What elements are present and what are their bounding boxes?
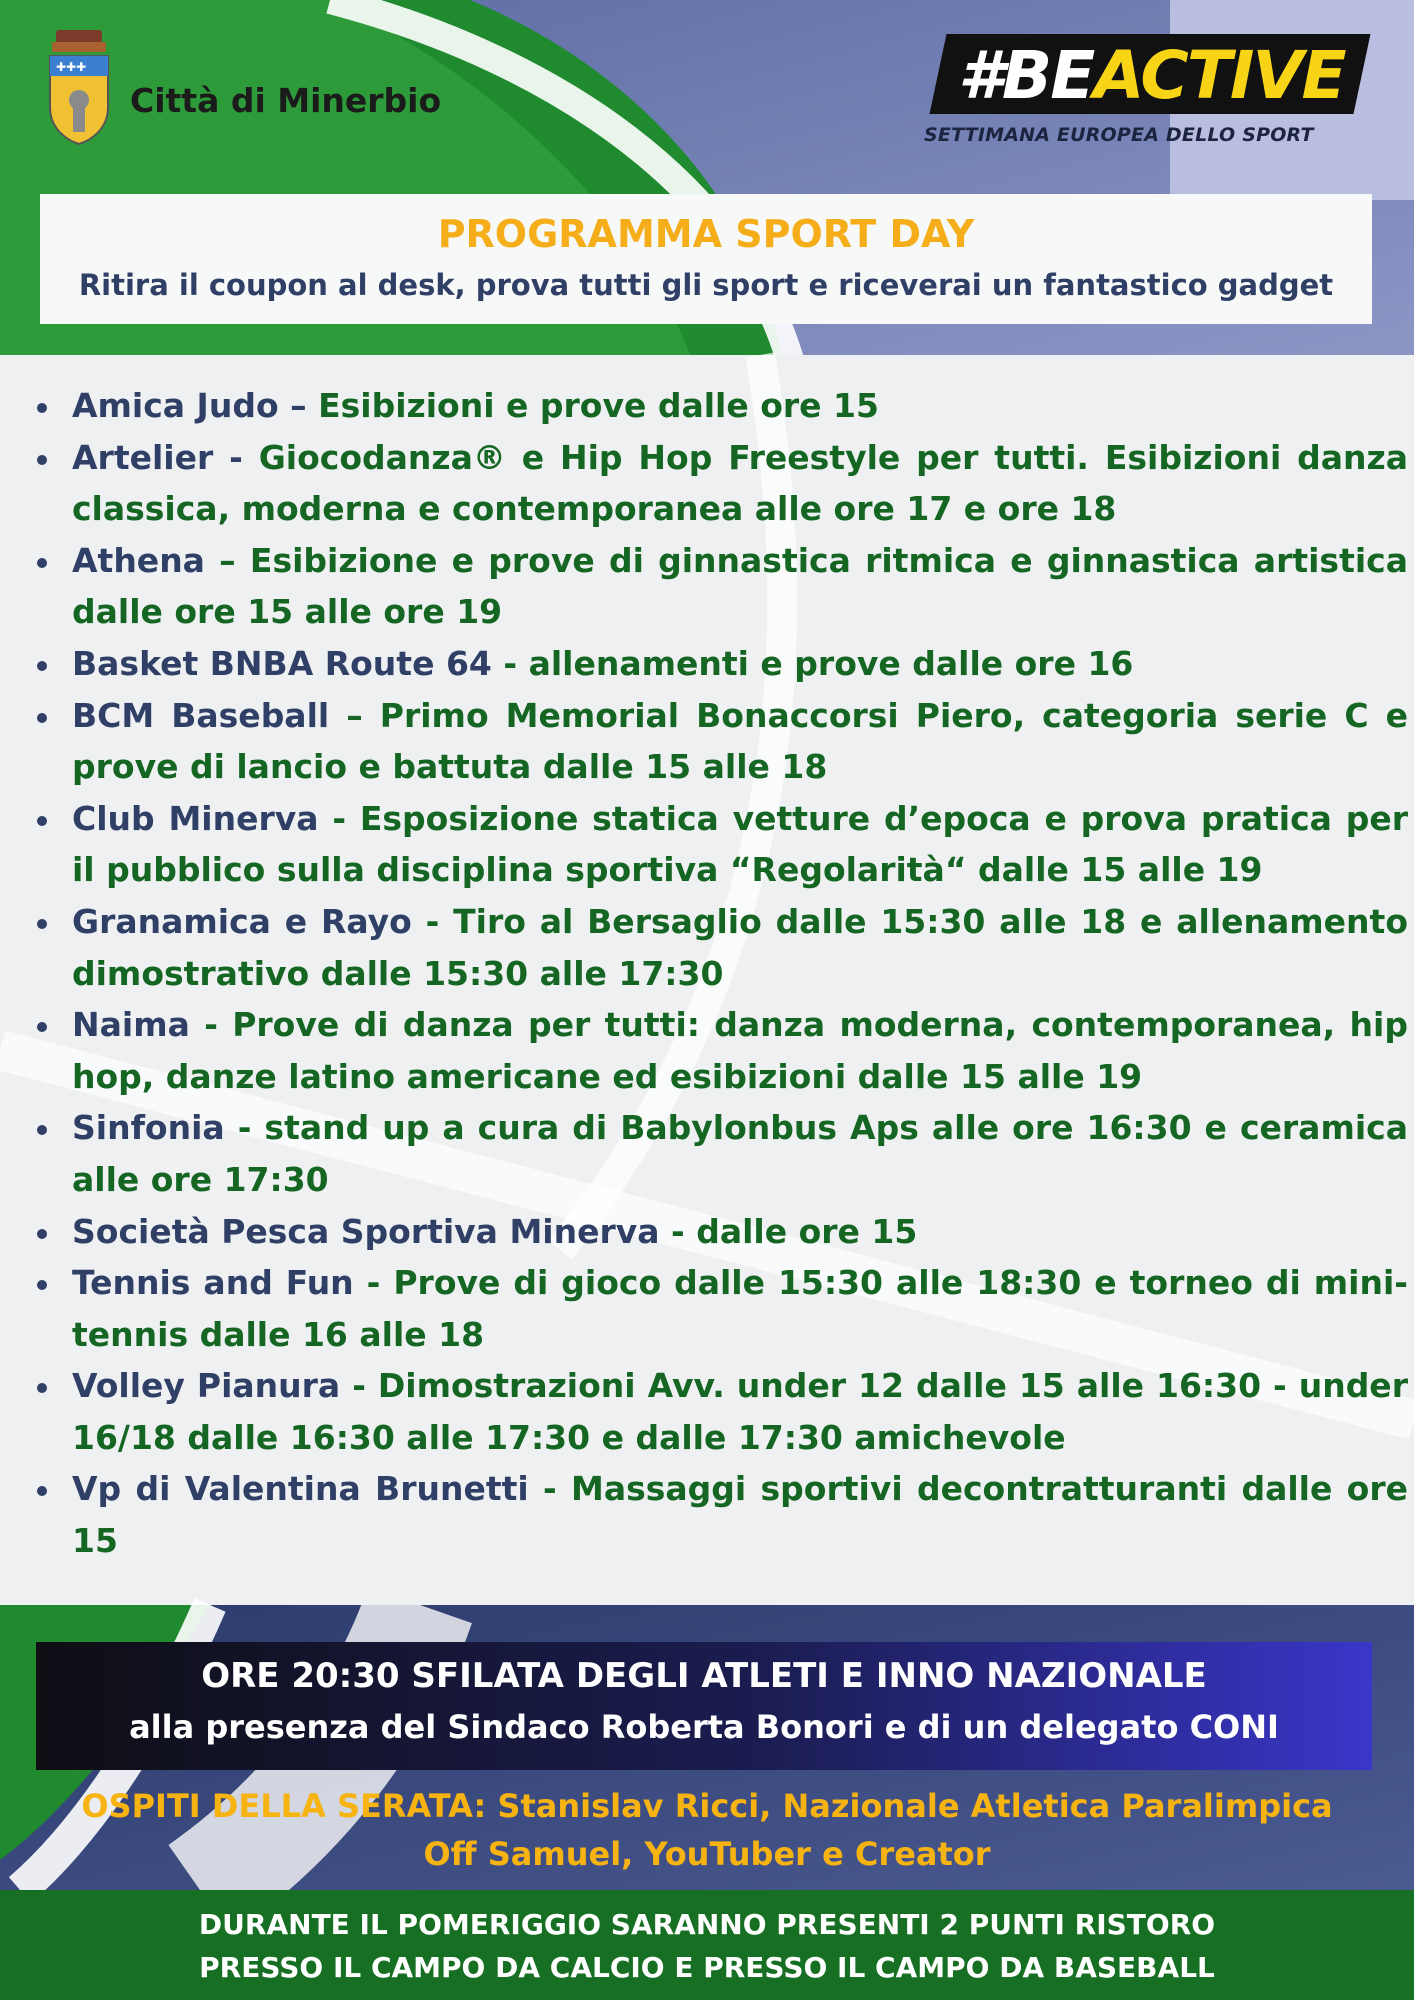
guests-line-1: OSPITI DELLA SERATA: Stanislav Ricci, Nazionale Atletica Paralimpica	[81, 1787, 1333, 1825]
program-sep: -	[224, 1108, 265, 1148]
ceremony-line-1: ORE 20:30 SFILATA DEGLI ATLETI E INNO NAZIONALE	[201, 1656, 1207, 1696]
program-sep: –	[329, 695, 380, 735]
program-desc: Giocodanza® e Hip Hop Freestyle per tutti. Esibizioni danza classica, moderna e contemporanea alle ore 17 e ore 18	[72, 437, 1408, 529]
program-org: Amica Judo	[72, 386, 279, 425]
program-org: Athena	[72, 540, 205, 580]
program-item	[32, 690, 1408, 793]
program-sep: -	[340, 1366, 378, 1406]
program-sep: -	[353, 1263, 394, 1303]
ceremony-line-2: alla presenza del Sindaco Roberta Bonori e di un delegato CONI	[129, 1708, 1279, 1746]
program-item	[32, 1257, 1408, 1360]
footer-line-2: PRESSO IL CAMPO DA CALCIO E PRESSO IL CAMPO DA BASEBALL	[199, 1951, 1215, 1984]
program-item	[32, 1360, 1408, 1463]
program-item	[32, 793, 1408, 896]
program-sep: -	[411, 901, 454, 941]
program-org: Basket BNBA Route 64	[72, 643, 492, 683]
guests-line-2: Off Samuel, YouTuber e Creator	[423, 1835, 991, 1873]
program-desc: dalle ore 15	[696, 1211, 918, 1251]
program-desc: stand up a cura di Babylonbus Aps alle ore 16:30 e ceramica alle ore 17:30	[72, 1108, 1408, 1199]
program-desc: Esibizione e prove di ginnastica ritmica e ginnastica artistica dalle ore 15 alle ore 19	[72, 540, 1408, 632]
program-item	[32, 999, 1408, 1102]
program-item	[32, 535, 1408, 638]
program-sep: -	[189, 1005, 233, 1045]
program-org: Tennis and Fun	[72, 1263, 354, 1303]
program-sep: -	[213, 437, 259, 477]
program-org: Sinfonia	[72, 1108, 225, 1148]
program-org: Granamica e Rayo	[72, 901, 412, 941]
footer-banner	[0, 1890, 1414, 2000]
guests-block	[0, 1782, 1414, 1878]
program-sep: -	[318, 798, 360, 838]
program-desc: Dimostrazioni Avv. under 12 dalle 15 alle 16:30 - under 16/18 dalle 16:30 alle 17:30 e dalle 17:30 amichevole	[72, 1366, 1408, 1457]
program-org: Vp di Valentina Brunetti	[72, 1469, 529, 1509]
city-logo-block	[42, 28, 441, 146]
svg-text:✚✚✚: ✚✚✚	[56, 60, 87, 74]
program-desc: Esposizione statica vetture d’epoca e prova pratica per il pubblico sulla disciplina sportiva “Regolarità“ dalle 15 alle 19	[72, 798, 1408, 890]
program-desc: Tiro al Bersaglio dalle 15:30 alle 18 e allenamento dimostrativo dalle 15:30 alle 17:30	[72, 901, 1408, 993]
program-desc: Primo Memorial Bonaccorsi Piero, categoria serie C e prove di lancio e battuta dalle 15 alle 18	[72, 695, 1408, 787]
program-org: Naima	[72, 1005, 190, 1045]
beactive-hash: #BE	[958, 37, 1094, 114]
beactive-wordmark	[958, 38, 1345, 114]
program-item	[32, 1102, 1408, 1205]
program-sep: –	[278, 386, 319, 425]
program-item	[32, 1463, 1408, 1566]
beactive-active: ACTIVE	[1093, 37, 1345, 114]
beactive-tag	[920, 32, 1370, 118]
program-desc: Esibizioni e prove dalle ore 15	[318, 386, 879, 425]
program-desc: Prove di danza per tutti: danza moderna, contemporanea, hip hop, danze latino americane ed esibizioni dalle 15 alle 19	[72, 1005, 1408, 1096]
program-org: BCM Baseball	[72, 695, 330, 735]
beactive-subtitle: SETTIMANA EUROPEA DELLO SPORT	[924, 124, 1314, 146]
program-item	[32, 896, 1408, 999]
program-org: Club Minerva	[72, 798, 319, 838]
program-org: Società Pesca Sportiva Minerva	[72, 1211, 660, 1251]
beactive-logo	[920, 32, 1370, 146]
program-list	[32, 380, 1408, 1567]
program-item	[32, 432, 1408, 535]
footer-line-1: DURANTE IL POMERIGGIO SARANNO PRESENTI 2 PUNTI RISTORO	[198, 1908, 1216, 1941]
ceremony-banner	[36, 1642, 1372, 1770]
program-item	[32, 1206, 1408, 1258]
program-org: Artelier	[72, 437, 214, 477]
title-card	[40, 194, 1372, 324]
program-item	[32, 638, 1408, 690]
program-desc: Prove di gioco dalle 15:30 alle 18:30 e torneo di mini-tennis dalle 16 alle 18	[72, 1263, 1408, 1354]
program-sep: -	[491, 643, 529, 683]
program-desc: Massaggi sportivi decontratturanti dalle ore 15	[72, 1469, 1408, 1561]
city-crest-icon	[42, 28, 116, 146]
program-desc: allenamenti e prove dalle ore 16	[528, 643, 1134, 683]
page-subtitle: Ritira il coupon al desk, prova tutti gli sport e riceverai un fantastico gadget	[78, 268, 1334, 302]
program-sep: -	[528, 1469, 572, 1509]
page-title: PROGRAMMA SPORT DAY	[437, 212, 975, 256]
program-sep: -	[659, 1211, 697, 1251]
city-name: Città di Minerbio	[130, 80, 442, 120]
program-sep: –	[204, 540, 250, 580]
program-org: Volley Pianura	[72, 1366, 341, 1406]
program-item	[32, 380, 1408, 432]
